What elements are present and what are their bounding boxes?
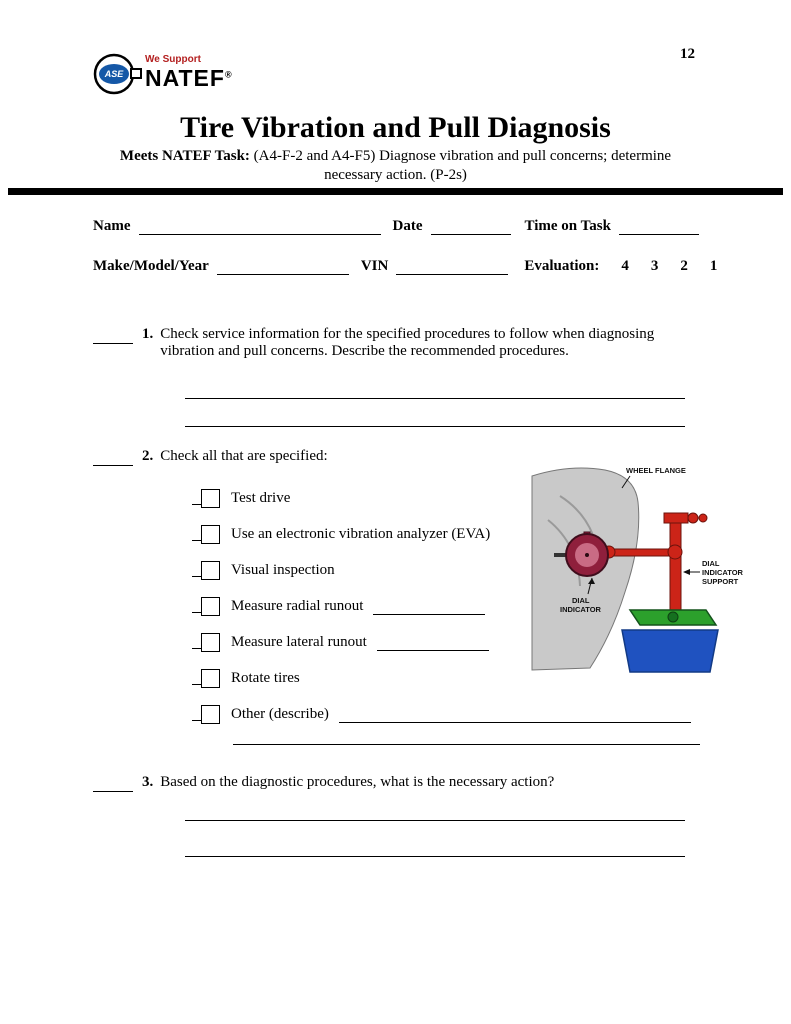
checkbox-eva[interactable]: [201, 525, 220, 544]
question-3-text: Based on the diagnostic procedures, what is the necessary action?: [160, 774, 555, 790]
form-row-2: [93, 258, 717, 275]
dial-indicator-support-label: [683, 559, 744, 586]
checkbox-label: Rotate tires: [231, 669, 300, 686]
date-label: Date: [392, 218, 423, 234]
registered-mark: ®: [224, 68, 233, 79]
eval-score-4[interactable]: 4: [621, 258, 629, 274]
make-model-year-input-line[interactable]: [217, 270, 349, 275]
date-input-line[interactable]: [431, 230, 511, 235]
svg-text:WHEEL FLANGE: WHEEL FLANGE: [626, 466, 686, 475]
question-3-answer-line-1[interactable]: [185, 820, 685, 821]
question-3-answer-line-2[interactable]: [185, 856, 685, 857]
question-2: [93, 448, 328, 466]
checkbox-label: Visual inspection: [231, 561, 335, 578]
eval-score-2[interactable]: 2: [680, 258, 688, 274]
logo-org-name: NATEF: [145, 64, 225, 91]
checkbox-lead-line: [192, 563, 201, 577]
checkbox-label: Other (describe): [231, 705, 329, 722]
evaluation-label: Evaluation:: [524, 258, 600, 274]
question-1: [93, 326, 685, 360]
name-label: Name: [93, 218, 131, 234]
question-1-text: Check service information for the specified procedures to follow when diagnosing vibration and pull concerns. Describe the recommended procedures.: [160, 326, 655, 359]
checklist-row-other: [192, 696, 691, 732]
task-label: Meets NATEF Task:: [119, 148, 250, 164]
eval-score-3[interactable]: 3: [650, 258, 659, 274]
time-on-task-input-line[interactable]: [619, 230, 699, 235]
checkbox-label: Measure radial runout: [231, 597, 364, 614]
svg-text:DIAL: DIAL: [572, 596, 590, 605]
form-row-1: [93, 218, 699, 235]
logo-support-text: We Support: [145, 53, 201, 65]
checkbox-test-drive[interactable]: [201, 489, 220, 508]
divider-rule: [8, 188, 783, 195]
question-2-number: 2.: [142, 448, 154, 464]
svg-text:SUPPORT: SUPPORT: [702, 577, 739, 586]
vin-label: VIN: [360, 258, 389, 274]
name-input-line[interactable]: [139, 230, 381, 235]
question-3: [93, 774, 554, 792]
svg-text:INDICATOR: INDICATOR: [560, 605, 601, 614]
checkbox-lead-line: [192, 635, 201, 649]
checkbox-lead-line: [192, 491, 201, 505]
lateral-runout-input-line[interactable]: [377, 634, 489, 651]
logo-org-text: [145, 64, 233, 91]
svg-text:DIAL: DIAL: [702, 559, 720, 568]
task-text: (A4-F-2 and A4-F5) Diagnose vibration and pull concerns; determine: [253, 148, 672, 164]
ase-key-icon: [88, 44, 142, 100]
checkbox-label: Use an electronic vibration analyzer (EVA): [231, 525, 491, 542]
checkbox-rotate-tires[interactable]: [201, 669, 220, 688]
natef-logo: [88, 44, 233, 100]
time-on-task-label: Time on Task: [524, 218, 611, 234]
checkbox-lead-line: [192, 707, 201, 721]
checkbox-visual-inspection[interactable]: [201, 561, 220, 580]
support-drum: [622, 630, 718, 672]
checkbox-lateral-runout[interactable]: [201, 633, 220, 652]
radial-runout-input-line[interactable]: [373, 598, 485, 615]
eval-score-1[interactable]: 1: [709, 258, 718, 274]
checkbox-label: Measure lateral runout: [231, 633, 367, 650]
task-line-2: necessary action. (P-2s): [324, 167, 467, 183]
dial-indicator-figure: [530, 462, 764, 674]
question-2-grade-line[interactable]: [93, 448, 133, 466]
checkbox-lead-line: [192, 599, 201, 613]
checkbox-lead-line: [192, 527, 201, 541]
question-3-number: 3.: [142, 774, 154, 790]
vin-input-line[interactable]: [396, 270, 508, 275]
ase-logo-text: ASE: [104, 69, 124, 79]
make-model-year-label: Make/Model/Year: [93, 258, 209, 274]
checkbox-radial-runout[interactable]: [201, 597, 220, 616]
question-1-answer-line-1[interactable]: [185, 398, 685, 399]
page-title: Tire Vibration and Pull Diagnosis: [180, 111, 611, 144]
question-3-grade-line[interactable]: [93, 774, 133, 792]
question-1-grade-line[interactable]: [93, 326, 133, 344]
checkbox-lead-line: [192, 671, 201, 685]
task-line-1: [0, 148, 791, 165]
page-number: 12: [680, 46, 695, 62]
question-1-answer-line-2[interactable]: [185, 426, 685, 427]
question-1-number: 1.: [142, 326, 154, 342]
svg-text:INDICATOR: INDICATOR: [702, 568, 743, 577]
checkbox-other[interactable]: [201, 705, 220, 724]
other-describe-input-line[interactable]: [339, 706, 691, 723]
checkbox-label: Test drive: [231, 489, 291, 506]
question-2-answer-line[interactable]: [233, 744, 700, 745]
indicator-post: [670, 520, 681, 620]
question-2-text: Check all that are specified:: [160, 448, 328, 464]
